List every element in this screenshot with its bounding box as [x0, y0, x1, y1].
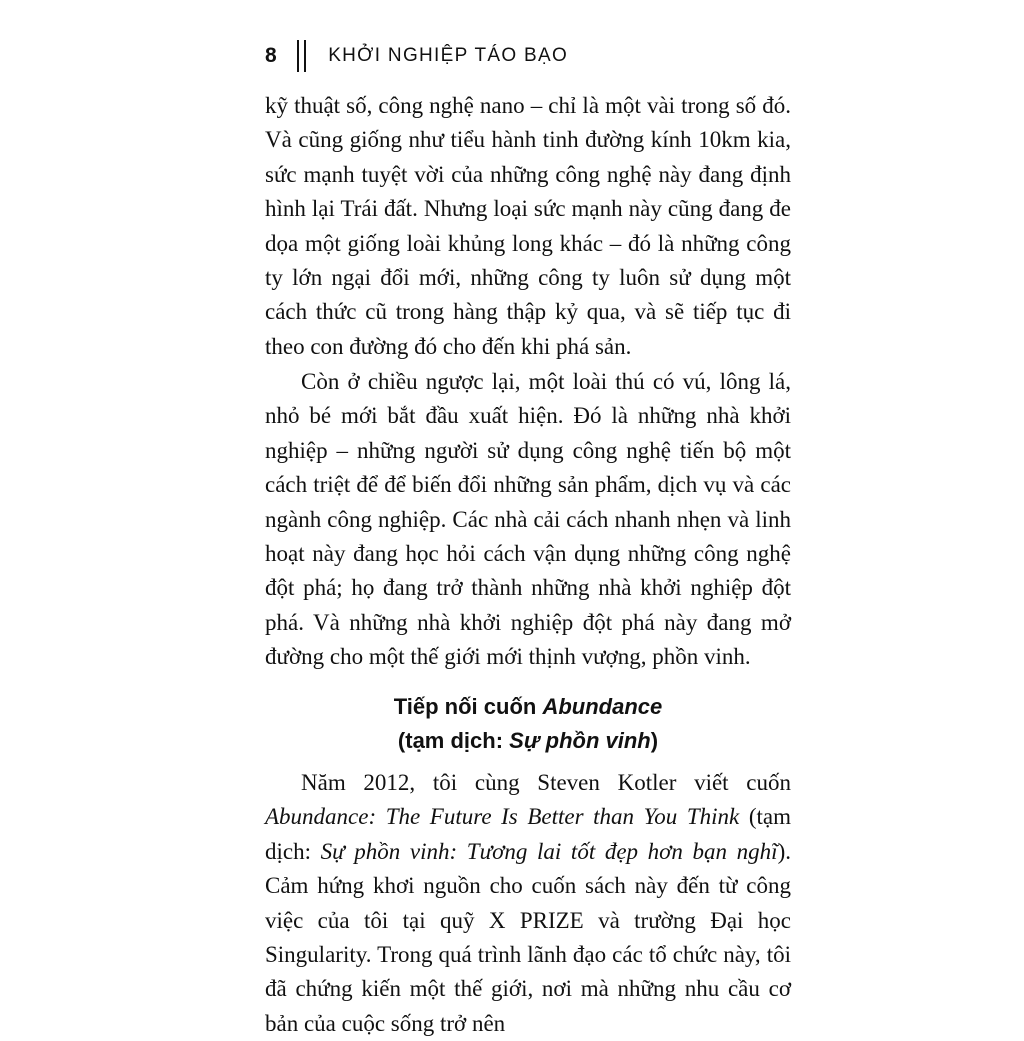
paragraph-text: Năm 2012, tôi cùng Steven Kotler viết cuốn: [301, 770, 791, 795]
section-heading: [265, 690, 791, 758]
section-heading-line-1: [265, 690, 791, 724]
section-heading-text: (tạm dịch:: [397, 728, 510, 753]
cited-book-title: Abundance: The Future Is Better than You Think: [265, 804, 740, 830]
cited-book-translated-title: Sự phồn vinh: Tương lai tốt đẹp hơn bạn nghĩ: [320, 838, 778, 864]
body-paragraph-1: kỹ thuật số, công nghệ nano – chỉ là một vài trong số đó. Và cũng giống như tiểu hành tinh đường kính 10km kia, sức mạnh tuyệt vời của những công nghệ này đang định hình lại Trái đất. Nhưng loại sức mạnh này cũng đang đe dọa một giống loài khủng long khác – đó là những công ty lớn ngại đổi mới, những công ty luôn sử dụng một cách thức cũ trong hàng thập kỷ qua, và sẽ tiếp tục đi theo con đường đó cho đến khi phá sản.: [265, 93, 791, 359]
section-heading-text: Tiếp nối cuốn: [393, 694, 543, 719]
section-heading-line-2: [265, 724, 791, 758]
body-paragraph-3: [265, 766, 791, 1041]
paragraph-text: ). Cảm hứng khơi nguồn cho cuốn sách này đến từ công việc của tôi tại quỹ X PRIZE và trường Đại học Singularity. Trong quá trình lãnh đạo các tổ chức này, tôi đã chứng kiến một thế giới, nơi mà những nhu cầu cơ bản của cuộc sống trở nên: [265, 838, 791, 1036]
body-paragraph-2: Còn ở chiều ngược lại, một loài thú có vú, lông lá, nhỏ bé mới bắt đầu xuất hiện. Đó là những nhà khởi nghiệp – những người sử dụng công nghệ tiến bộ một cách triệt để để biến đổi những sản phẩm, dịch vụ và các ngành công nghiệp. Các nhà cải cách nhanh nhẹn và linh hoạt này đang học hỏi cách vận dụng những công nghệ đột phá; họ đang trở thành những nhà khởi nghiệp đột phá. Và những nhà khởi nghiệp đột phá này đang mở đường cho một thế giới mới thịnh vượng, phồn vinh.: [265, 369, 791, 670]
header-divider: [297, 40, 306, 72]
section-heading-book-title: Abundance: [542, 694, 663, 719]
section-heading-text: ): [650, 728, 659, 753]
page-number: 8: [265, 44, 278, 67]
section-heading-translated-title: Sự phồn vinh: [509, 728, 651, 753]
running-title: KHỞI NGHIỆP TÁO BẠO: [328, 45, 569, 66]
paragraph-text: (tạm dịch:: [265, 804, 792, 864]
running-header: [265, 38, 568, 74]
